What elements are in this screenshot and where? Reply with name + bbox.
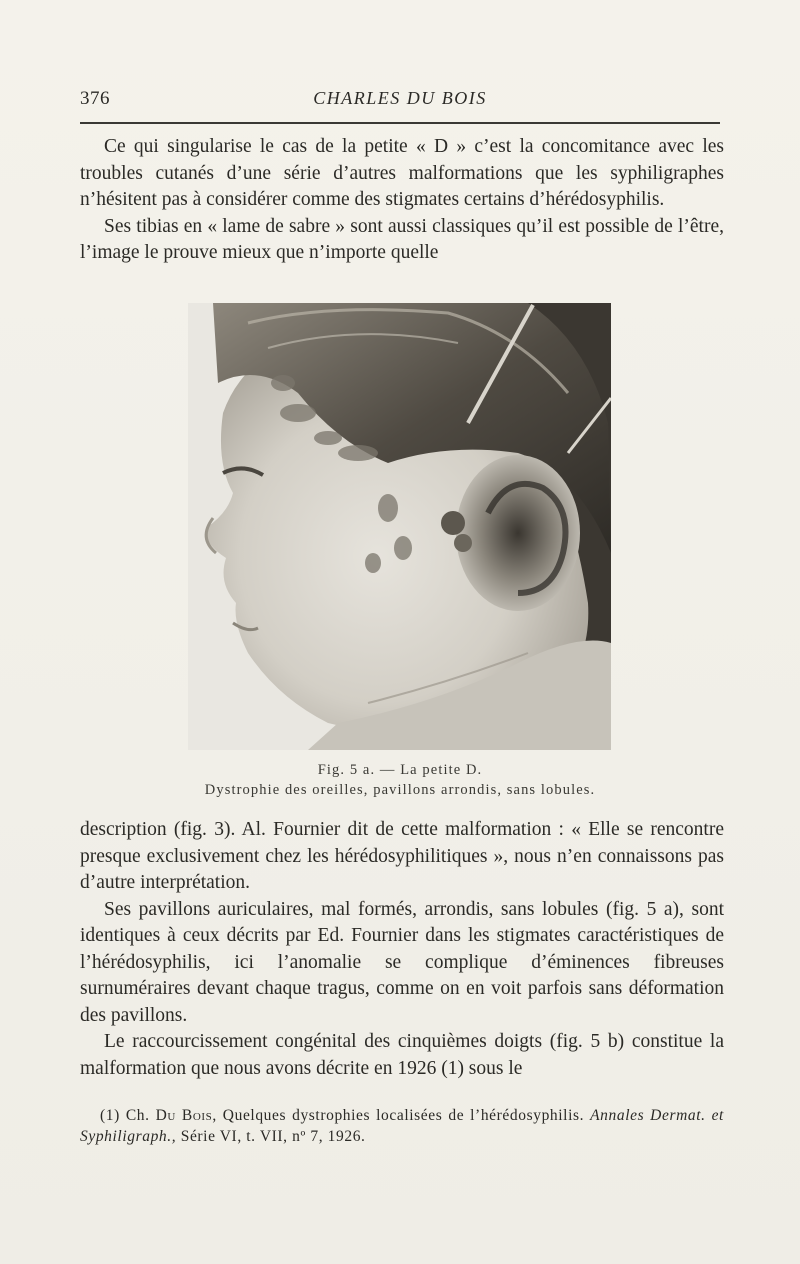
paragraph: Ses tibias en « lame de sabre » sont aussi classiques qu’il est possible de l’être, l’image le prouve mieux que n’importe quelle: [80, 215, 724, 263]
figure-caption: [120, 760, 680, 800]
footnote: [80, 1105, 724, 1147]
body-text-top: [80, 134, 724, 267]
paragraph: Le raccourcissement congénital des cinquièmes doigts (fig. 5 b) constitue la malformation que nous avons décrite en 1926 (1) sous le: [80, 1031, 724, 1079]
page-number: 376: [80, 88, 110, 109]
running-head: [80, 88, 720, 116]
paragraph: Ses pavillons auriculaires, mal formés, arrondis, sans lobules (fig. 5 a), sont identiques à ceux décrits par Ed. Fournier dans les stigmates caractéristiques de l’hérédosyphilis, ici l’anomalie se complique d’éminences fibreuses surnuméraires devant chaque tragus, comme on en voit parfois sans déformation des pavillons.: [80, 898, 724, 1026]
header-rule: [80, 122, 720, 124]
running-title: CHARLES DU BOIS: [313, 88, 487, 108]
paragraph: description (fig. 3). Al. Fournier dit de cette malformation : « Elle se rencontre presque exclusivement chez les hérédosyphilitiques », nous n’en connaissons pas d’autre interprétation.: [80, 819, 724, 893]
footnote-title: Quelques dystrophies localisées de l’hérédosyphilis.: [222, 1107, 585, 1124]
body-text-bottom: [80, 817, 724, 1082]
footnote-journal: Annales Dermat. et Syphiligraph.,: [80, 1107, 724, 1145]
footnote-details: Série VI, t. VII, nº 7, 1926.: [180, 1128, 366, 1145]
caption-line-1: Fig. 5 a. — La petite D.: [317, 762, 483, 778]
photograph-child-profile-ear: [188, 303, 611, 750]
footnote-author-abbrev: Ch.: [125, 1107, 150, 1124]
footnote-marker: (1): [100, 1107, 120, 1124]
figure-photograph: [188, 303, 611, 750]
caption-line-2: Dystrophie des oreilles, pavillons arrondis, sans lobules.: [204, 782, 596, 798]
footnote-author-name: Du Bois,: [155, 1107, 217, 1124]
paragraph: Ce qui singularise le cas de la petite « D » c’est la concomitance avec les troubles cutanés d’une série d’autres malformations que les syphiligraphes n’hésitent pas à considérer comme des stigmates certains d’hérédosyphilis.: [80, 136, 724, 210]
